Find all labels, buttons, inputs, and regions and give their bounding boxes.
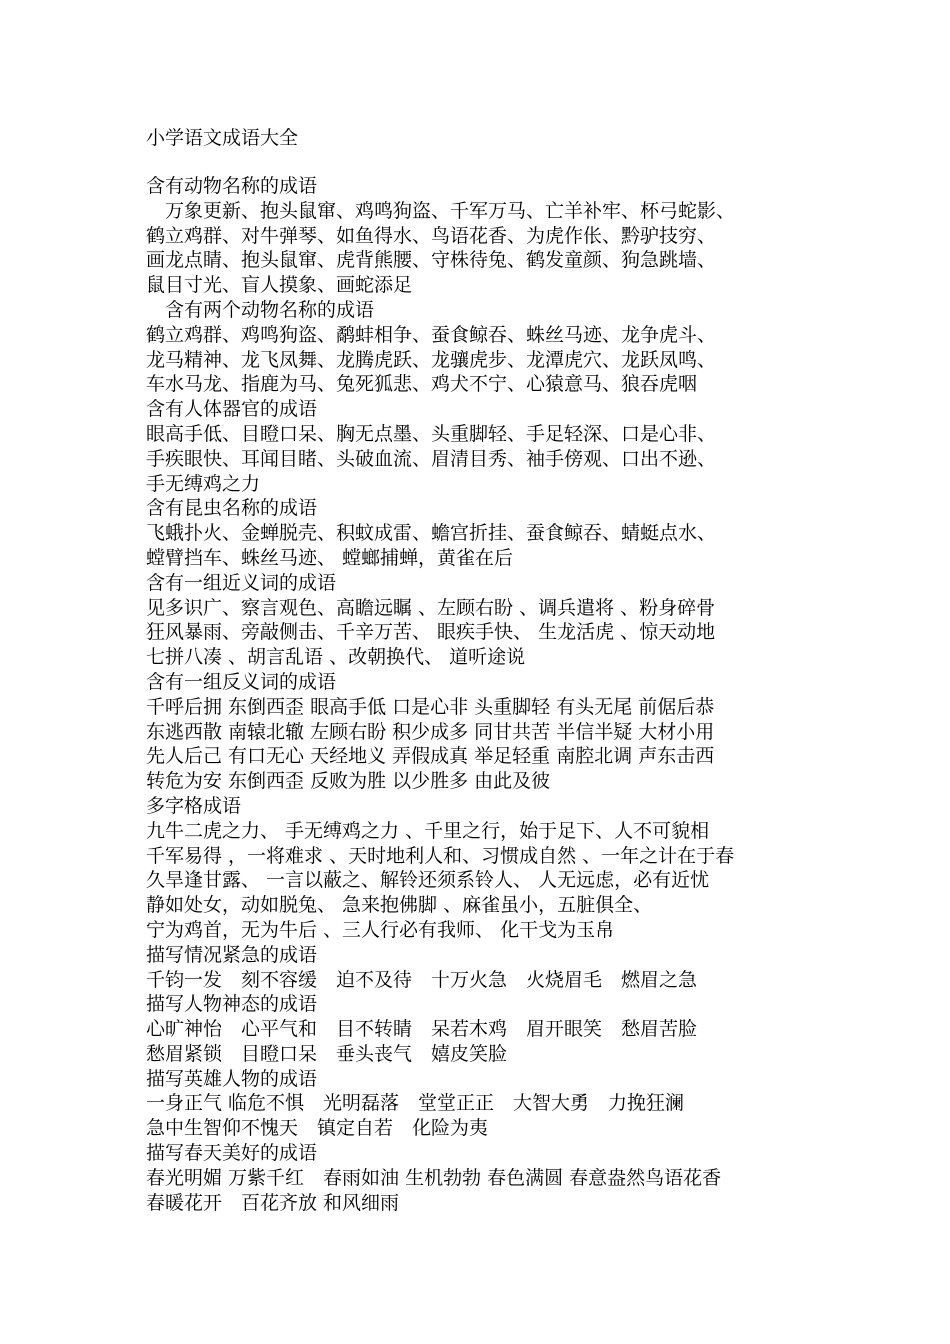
text-line: 手疾眼快、耳闻目睹、头破血流、眉清目秀、袖手傍观、口出不逊、: [146, 447, 717, 470]
text-line: 东逃西散 南辕北辙 左顾右盼 积少成多 同甘共苦 半信半疑 大材小用: [146, 720, 715, 743]
text-line: 鹤立鸡群、鸡鸣狗盗、鹬蚌相争、蚕食鲸吞、蛛丝马迹、龙争虎斗、: [146, 323, 717, 346]
text-line: 急中生智仰不愧天 镇定自若 化险为夷: [146, 1117, 489, 1140]
text-line: 含有两个动物名称的成语: [146, 298, 375, 321]
text-line: 鹤立鸡群、对牛弹琴、如鱼得水、鸟语花香、为虎作伥、黔驴技穷、: [146, 224, 717, 247]
text-line: 描写人物神态的成语: [146, 993, 318, 1016]
text-line: 转危为安 东倒西歪 反败为胜 以少胜多 由此及彼: [146, 770, 551, 793]
text-line: 愁眉紧锁 目瞪口呆 垂头丧气 嬉皮笑脸: [146, 1042, 508, 1065]
text-line: 春暖花开 百花齐放 和风细雨: [146, 1191, 400, 1214]
text-line: 含有一组近义词的成语: [146, 571, 337, 594]
text-line: 眼高手低、目瞪口呆、胸无点墨、头重脚轻、手足轻深、口是心非、: [146, 422, 717, 445]
text-line: 含有动物名称的成语: [146, 175, 318, 197]
text-line: 先人后己 有口无心 天经地义 弄假成真 举足轻重 南腔北调 声东击西: [146, 745, 715, 768]
text-line: 久旱逢甘露、 一言以蔽之、解铃还须系铃人、 人无远虑，必有近忧: [146, 869, 710, 892]
text-line: 千钧一发 刻不容缓 迫不及待 十万火急 火烧眉毛 燃眉之急: [146, 968, 698, 991]
text-line: 含有人体器官的成语: [146, 398, 318, 421]
text-line: 描写英雄人物的成语: [146, 1067, 318, 1090]
text-line: 千呼后拥 东倒西歪 眼高手低 口是心非 头重脚轻 有头无尾 前倨后恭: [146, 695, 715, 718]
text-line: 静如处女，动如脱兔、 急来抱佛脚 、麻雀虽小，五脏俱全、: [146, 894, 653, 917]
text-line: 手无缚鸡之力: [146, 472, 261, 495]
text-line: 画龙点睛、抱头鼠窜、虎背熊腰、守株待兔、鹤发童颜、狗急跳墙、: [146, 249, 717, 272]
text-line: 一身正气 临危不惧 光明磊落 堂堂正正 大智大勇 力挽狂澜: [146, 1092, 685, 1115]
idiom-list: [146, 174, 846, 1215]
text-line: 龙马精神、龙飞凤舞、龙腾虎跃、龙骧虎步、龙潭虎穴、龙跃凤鸣、: [146, 348, 717, 371]
text-line: 车水马龙、指鹿为马、兔死狐悲、鸡犬不宁、心猿意马、狼吞虎咽: [146, 373, 698, 396]
text-line: 宁为鸡首，无为牛后 、三人行必有我师、 化干戈为玉帛: [146, 918, 615, 941]
text-line: 万象更新、抱头鼠窜、鸡鸣狗盗、千军万马、亡羊补牢、杯弓蛇影、: [146, 199, 736, 222]
text-line: 鼠目寸光、盲人摸象、画蛇添足: [146, 274, 413, 297]
text-line: 含有一组反义词的成语: [146, 670, 337, 693]
text-line: 多字格成语: [146, 794, 242, 817]
text-line: 描写春天美好的成语: [146, 1142, 318, 1165]
text-line: 螳臂挡车、蛛丝马迹、 螳螂捕蝉，黄雀在后: [146, 546, 514, 569]
text-line: 飞蛾扑火、金蝉脱壳、积蚊成雷、蟾宫折挂、蚕食鲸吞、蜻蜓点水、: [146, 522, 717, 545]
text-line: 心旷神怡 心平气和 目不转睛 呆若木鸡 眉开眼笑 愁眉苦脸: [146, 1018, 698, 1041]
page-title: 小学语文成语大全: [146, 127, 299, 149]
text-line: 狂风暴雨、旁敲侧击、千辛万苦、 眼疾手快、 生龙活虎 、惊天动地: [146, 621, 716, 644]
text-line: 九牛二虎之力、 手无缚鸡之力 、千里之行，始于足下、人不可貌相: [146, 819, 710, 842]
text-line: 含有昆虫名称的成语: [146, 497, 318, 520]
text-line: 七拼八凑 、胡言乱语 、改朝换代、 道听途说: [146, 646, 526, 669]
text-line: 见多识广、察言观色、高瞻远瞩 、左顾右盼 、调兵遣将 、粉身碎骨: [146, 596, 716, 619]
text-line: 千军易得 ，一将难求 、天时地利人和、习惯成自然 、一年之计在于春: [146, 844, 735, 867]
text-line: 春光明媚 万紫千红 春雨如油 生机勃勃 春色满圆 春意盎然鸟语花香: [146, 1166, 722, 1189]
text-line: 描写情况紧急的成语: [146, 943, 318, 966]
